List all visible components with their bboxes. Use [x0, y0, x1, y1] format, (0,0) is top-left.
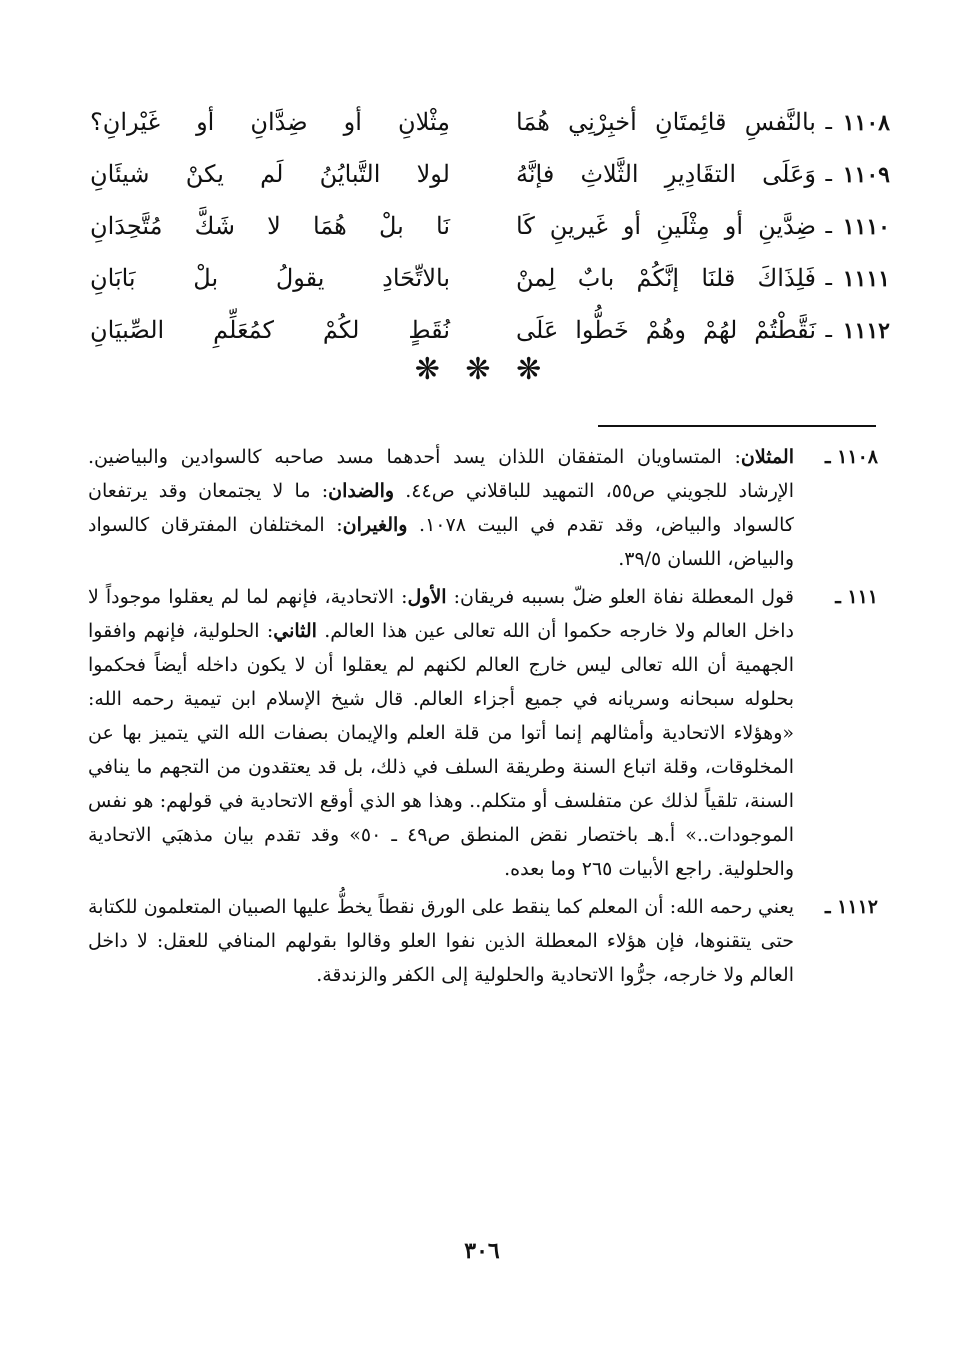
- footnote: [88, 890, 878, 992]
- verse-line: [60, 208, 890, 260]
- verse-dash: ـ: [825, 214, 832, 239]
- verse-first-hemistich: بالنَّفسِ قائِمتَانِ أخبِرْنِي هُمَا: [516, 108, 816, 136]
- footnote-number: ١١١٢ ـ: [824, 896, 878, 918]
- poem-verses: [60, 104, 890, 364]
- verse-dash: ـ: [825, 162, 832, 187]
- footnote-text: [88, 890, 878, 992]
- footnote-segment: قول المعطلة نفاة العلو ضلّ بسببه فريقان:: [446, 586, 794, 608]
- footnote-term: المثلان: [740, 446, 794, 468]
- footnotes: [88, 440, 878, 996]
- verse-second-hemistich: مِثْلانِ أو ضِدَّانِ أو غَيْرانِ؟: [90, 108, 450, 136]
- footnote-segment: : المختلفان المفترقان كالسواد والبياض، اللسان ٣٩/٥.: [88, 514, 794, 570]
- verse-second-hemistich: نَا بلْ هُمَا لا شَكَّ مُتَّحِدَانِ: [90, 212, 450, 240]
- footnote-segment: يعني رحمه الله: أن المعلم كما ينقط على الورق نقطاً يخطُّ عليها الصبيان المتعلمون للكتابة حتى يتقنوها، فإن هؤلاء المعطلة الذين نفوا العلو وقالوا بقولهم المنافي للعقل: لا داخل العالم ولا خارجه، جرُّوا الاتحادية والحلولية إلى الكفر والزندقة.: [88, 896, 794, 986]
- footnote-term: الأول: [407, 586, 447, 608]
- footnote-divider: [598, 425, 876, 427]
- footnote-term: والضدان: [328, 480, 395, 502]
- verse-line: [60, 260, 890, 312]
- verse-second-hemistich: نُقَطٍ لكُمْ كمُعَلِّمِ الصِّبيَانِ: [90, 316, 450, 344]
- verse-first-hemistich: نَقَّطْتُمْ لهُمْ وهُمْ خَطُّوا عَلَى: [516, 316, 816, 344]
- verse-number: ١١١١: [842, 266, 890, 292]
- section-ornament: ❋ ❋ ❋: [414, 352, 550, 387]
- footnote-segment: : الحلولية، فإنهم وافقوا الجهمية أن الله تعالى ليس خارج العالم لكنهم لم يعقلوا أن لا يكون داخله أيضاً فحكموا بحلوله سبحانه وسريانه في جميع أجزاء العالم. قال شيخ الإسلام ابن تيمية رحمه الله: «وهؤلاء الاتحادية وأمثالهم إنما أتوا من قلة العلم والإيمان بصفات الله التي يتميز بها عن المخلوقات، وقلة اتباع السنة وطريقة السلف في ذلك، بل قد يعتقدون من التجهم ما ينافي السنة، تلقياً لذلك عن متفلسف أو متكلم.. وهذا هو الذي أوقع الاتحادية في قولهم: هو نفس الموجودات..» أ.هـ باختصار نقض المنطق ص٤٩ ـ ٥٠» وقد تقدم بيان مذهبَي الاتحادية والحلولية. راجع الأبيات ٢٦٥ وما بعده.: [88, 620, 794, 880]
- footnote-text: [88, 580, 878, 886]
- verse-line: [60, 104, 890, 156]
- verse-first-hemistich: وَعَلَى التقَادِيرِ الثَّلاثِ فإنَّهُ: [516, 160, 816, 188]
- footnote-segment: : المتساويان المتفقان اللذان يسد أحدهما مسد صاحبه كالسوادين والبياضين. الإرشاد للجويني ص٥٥، التمهيد للباقلاني ص٤٤.: [88, 446, 795, 502]
- verse-line: [60, 156, 890, 208]
- footnote-term: والغيران: [342, 514, 408, 536]
- verse-number: ١١٠٩: [842, 162, 890, 188]
- verse-dash: ـ: [825, 110, 832, 135]
- footnote-term: الثاني: [273, 620, 317, 642]
- verse-first-hemistich: فَلِذَاكَ قلنَا إنَّكُمْ بابٌ لِمنْ: [516, 264, 816, 292]
- verse-number: ١١١٠: [842, 214, 890, 240]
- verse-second-hemistich: لولا التَّبايُنُ لَم يكنْ شيئَانِ: [90, 160, 450, 188]
- footnote: [88, 580, 878, 886]
- verse-number: ١١٠٨: [842, 110, 890, 136]
- verse-dash: ـ: [825, 266, 832, 291]
- verse-first-hemistich: ضِدَّينِ أو مِثْلَينِ أو غَيرينِ كَا: [516, 212, 816, 240]
- verse-second-hemistich: بالاتِّحَادِ يقولُ بلْ بَابَانِ: [90, 264, 450, 292]
- footnote-segment: : ما لا يجتمعان وقد يرتفعان كالسواد والبياض، وقد تقدم في البيت ١٠٧٨.: [88, 480, 794, 536]
- footnote-segment: : الاتحادية، فإنهم لما لم يعقلوا موجوداً لا داخل العالم ولا خارجه حكموا أن الله تعالى عين هذا العالم.: [88, 586, 794, 642]
- footnote-number: ١١١ ـ: [835, 586, 878, 608]
- footnote-text: [88, 440, 878, 576]
- footnote-number: ١١٠٨ ـ: [824, 446, 878, 468]
- page-number: ٣٠٦: [464, 1238, 500, 1264]
- footnote: [88, 440, 878, 576]
- verse-dash: ـ: [825, 318, 832, 343]
- verse-number: ١١١٢: [842, 318, 890, 344]
